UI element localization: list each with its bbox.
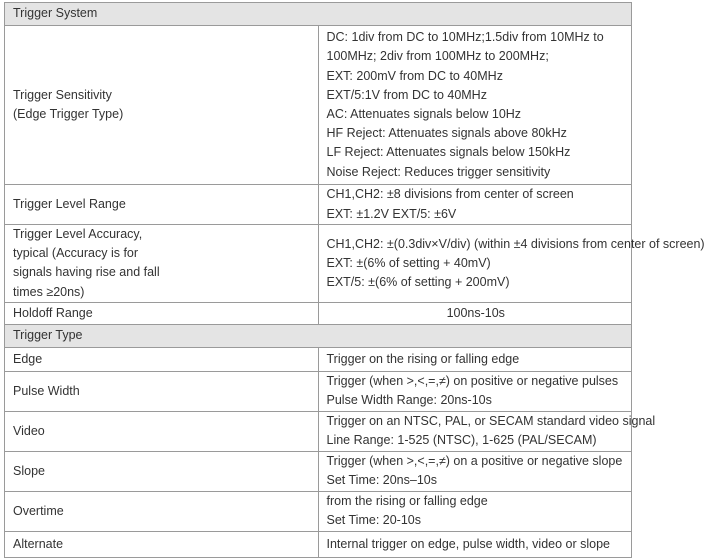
table-row (5, 185, 632, 225)
row-label-line: Overtime (13, 503, 64, 518)
row-label-line: Trigger Sensitivity (13, 87, 112, 102)
section-header-row (5, 3, 632, 26)
row-label (5, 225, 319, 303)
row-label-line: Alternate (13, 536, 64, 551)
row-value-line: Internal trigger on edge, pulse width, video or slope (326, 536, 611, 551)
spec-table-container (4, 2, 705, 558)
row-label-line: typical (Accuracy is for (13, 246, 139, 261)
table-row (5, 225, 632, 303)
row-label-line: (Edge Trigger Type) (13, 107, 124, 121)
row-label (5, 371, 319, 411)
row-value-line: EXT: 200mV from DC to 40MHz (326, 68, 503, 83)
row-value-line: EXT/5: ±(6% of setting + 200mV) (326, 275, 510, 289)
row-value-line: Line Range: 1-525 (NTSC), 1-625 (PAL/SECAM) (326, 433, 597, 448)
row-label-line: Holdoff Range (13, 305, 93, 320)
row-value-line: DC: 1div from DC to 10MHz;1.5div from 10MHz to 100MHz; 2div from 100MHz to 200MHz; (326, 30, 604, 64)
row-value-line: CH1,CH2: ±(0.3div×V/div) (within ±4 divisions from center of screen) (326, 236, 705, 251)
row-value-line: Set Time: 20-10s (326, 513, 421, 528)
table-row (5, 531, 632, 557)
row-value (318, 347, 632, 371)
row-value (318, 531, 632, 557)
row-label (5, 491, 319, 531)
section-header-row (5, 324, 632, 347)
row-label (5, 302, 319, 324)
row-label-line: Video (13, 423, 45, 438)
row-value-line: EXT/5:1V from DC to 40MHz (326, 87, 487, 102)
row-value (318, 225, 705, 303)
section-title: Trigger System (5, 3, 632, 26)
row-label (5, 185, 319, 225)
trigger-spec-table (4, 2, 705, 558)
row-label-line: Trigger Level Accuracy, (13, 227, 143, 241)
row-label (5, 451, 319, 491)
row-value-line: LF Reject: Attenuates signals below 150kHz (326, 145, 571, 160)
row-value-line: EXT: ±(6% of setting + 40mV) (326, 255, 491, 270)
row-value (318, 185, 632, 225)
row-value-line: AC: Attenuates signals below 10Hz (326, 107, 522, 121)
row-label-line: times ≥20ns) (13, 284, 85, 299)
row-value-line: Pulse Width Range: 20ns-10s (326, 393, 492, 408)
row-value-line: Trigger (when >,<,=,≠) on a positive or negative slope (326, 454, 623, 469)
table-row (5, 411, 632, 451)
row-value-line: Trigger on an NTSC, PAL, or SECAM standard video signal (326, 414, 656, 429)
row-label (5, 531, 319, 557)
row-value (318, 411, 656, 451)
row-value-line: HF Reject: Attenuates signals above 80kHz (326, 126, 567, 141)
table-row (5, 26, 632, 185)
row-value-line: from the rising or falling edge (326, 494, 488, 509)
row-value (318, 371, 632, 411)
row-label-line: signals having rise and fall (13, 265, 160, 280)
table-row (5, 451, 632, 491)
row-value-line: EXT: ±1.2V EXT/5: ±6V (326, 206, 457, 221)
row-value-line: Set Time: 20ns–10s (326, 473, 437, 488)
row-value-line: Noise Reject: Reduces trigger sensitivity (326, 164, 551, 179)
table-row (5, 302, 632, 324)
table-row (5, 347, 632, 371)
row-label (5, 411, 319, 451)
row-value-line: Trigger on the rising or falling edge (326, 351, 520, 366)
table-row (5, 371, 632, 411)
row-label-line: Trigger Level Range (13, 196, 126, 211)
row-value (318, 302, 632, 324)
row-label-line: Pulse Width (13, 383, 80, 398)
row-value (318, 451, 632, 491)
row-value (318, 26, 632, 185)
table-row (5, 491, 632, 531)
row-label (5, 26, 319, 185)
row-value-line: 100ns-10s (446, 305, 505, 320)
row-label (5, 347, 319, 371)
row-value-line: CH1,CH2: ±8 divisions from center of screen (326, 187, 574, 202)
section-title: Trigger Type (5, 324, 632, 347)
row-value (318, 491, 632, 531)
row-label-line: Edge (13, 351, 43, 366)
row-value-line: Trigger (when >,<,=,≠) on positive or negative pulses (326, 374, 619, 389)
row-label-line: Slope (13, 463, 45, 478)
